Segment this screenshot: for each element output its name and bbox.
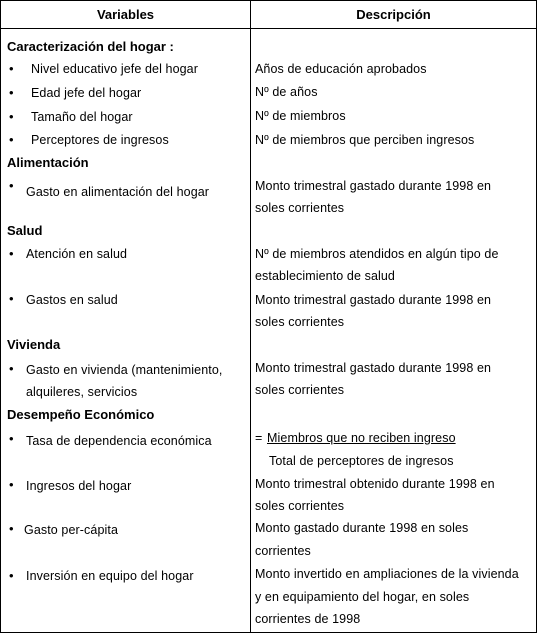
section-alimentacion: Alimentación — [7, 155, 89, 170]
bullet-icon: • — [9, 61, 14, 76]
column-divider — [250, 1, 251, 632]
desc-gasto-alimentacion-2: soles corrientes — [255, 201, 345, 215]
header-variables: Variables — [96, 7, 155, 22]
bullet-icon: • — [9, 568, 14, 583]
desc-gastos-salud-1: Monto trimestral gastado durante 1998 en — [255, 293, 492, 307]
bullet-icon: • — [9, 85, 14, 100]
item-gastos-salud: Gastos en salud — [26, 293, 118, 307]
item-gasto-alimentacion: Gasto en alimentación del hogar — [26, 185, 210, 199]
section-salud: Salud — [7, 223, 43, 238]
bullet-icon: • — [9, 477, 14, 492]
desc-ingresos-1: Monto trimestral obtenido durante 1998 en — [255, 477, 495, 491]
item-perceptores: Perceptores de ingresos — [31, 133, 169, 147]
item-edad: Edad jefe del hogar — [31, 86, 142, 100]
desc-per-capita-2: corrientes — [255, 544, 311, 558]
header-descripcion: Descripción — [356, 7, 431, 22]
desc-vivienda-2: soles corrientes — [255, 383, 345, 397]
desc-tamano: Nº de miembros — [255, 109, 346, 123]
item-ingresos-hogar: Ingresos del hogar — [26, 479, 132, 493]
item-gasto-per-capita: Gasto per-cápita — [24, 523, 119, 537]
desc-edad: Nº de años — [255, 85, 318, 99]
item-tamano: Tamaño del hogar — [31, 110, 133, 124]
desc-inversion-2: y en equipamiento del hogar, en soles — [255, 590, 470, 604]
bullet-icon: • — [9, 431, 14, 446]
item-educativo: Nivel educativo jefe del hogar — [31, 62, 198, 76]
desc-perceptores: Nº de miembros que perciben ingresos — [255, 133, 475, 147]
item-atencion-salud: Atención en salud — [26, 247, 128, 261]
bullet-icon: • — [9, 291, 14, 306]
section-desempeno: Desempeño Económico — [7, 407, 155, 422]
table-header — [1, 1, 536, 29]
bullet-icon: • — [9, 521, 14, 536]
desc-gastos-salud-2: soles corrientes — [255, 315, 345, 329]
bullet-icon: • — [9, 178, 14, 193]
bullet-icon: • — [9, 246, 14, 261]
desc-atencion-1: Nº de miembros atendidos en algún tipo de — [255, 247, 499, 261]
desc-educativo: Años de educación aprobados — [255, 62, 427, 76]
desc-tasa-denominador: Total de perceptores de ingresos — [269, 454, 454, 468]
section-hogar: Caracterización del hogar : — [7, 39, 174, 54]
item-gasto-vivienda-2: alquileres, servicios — [26, 385, 138, 399]
item-inversion-equipo: Inversión en equipo del hogar — [26, 569, 194, 583]
desc-tasa-equals: = — [255, 431, 263, 445]
desc-inversion-3: corrientes de 1998 — [255, 612, 361, 626]
bullet-icon: • — [9, 132, 14, 147]
desc-tasa-numerador: Miembros que no reciben ingreso — [267, 431, 456, 445]
desc-inversion-1: Monto invertido en ampliaciones de la vivienda — [255, 567, 519, 581]
desc-atencion-2: establecimiento de salud — [255, 269, 395, 283]
item-gasto-vivienda-1: Gasto en vivienda (mantenimiento, — [26, 363, 223, 377]
desc-vivienda-1: Monto trimestral gastado durante 1998 en — [255, 361, 492, 375]
item-tasa-dependencia: Tasa de dependencia económica — [26, 434, 212, 448]
section-vivienda: Vivienda — [7, 337, 61, 352]
desc-ingresos-2: soles corrientes — [255, 499, 345, 513]
desc-per-capita-1: Monto gastado durante 1998 en soles — [255, 521, 469, 535]
bullet-icon: • — [9, 109, 14, 124]
bullet-icon: • — [9, 361, 14, 376]
desc-gasto-alimentacion-1: Monto trimestral gastado durante 1998 en — [255, 179, 492, 193]
